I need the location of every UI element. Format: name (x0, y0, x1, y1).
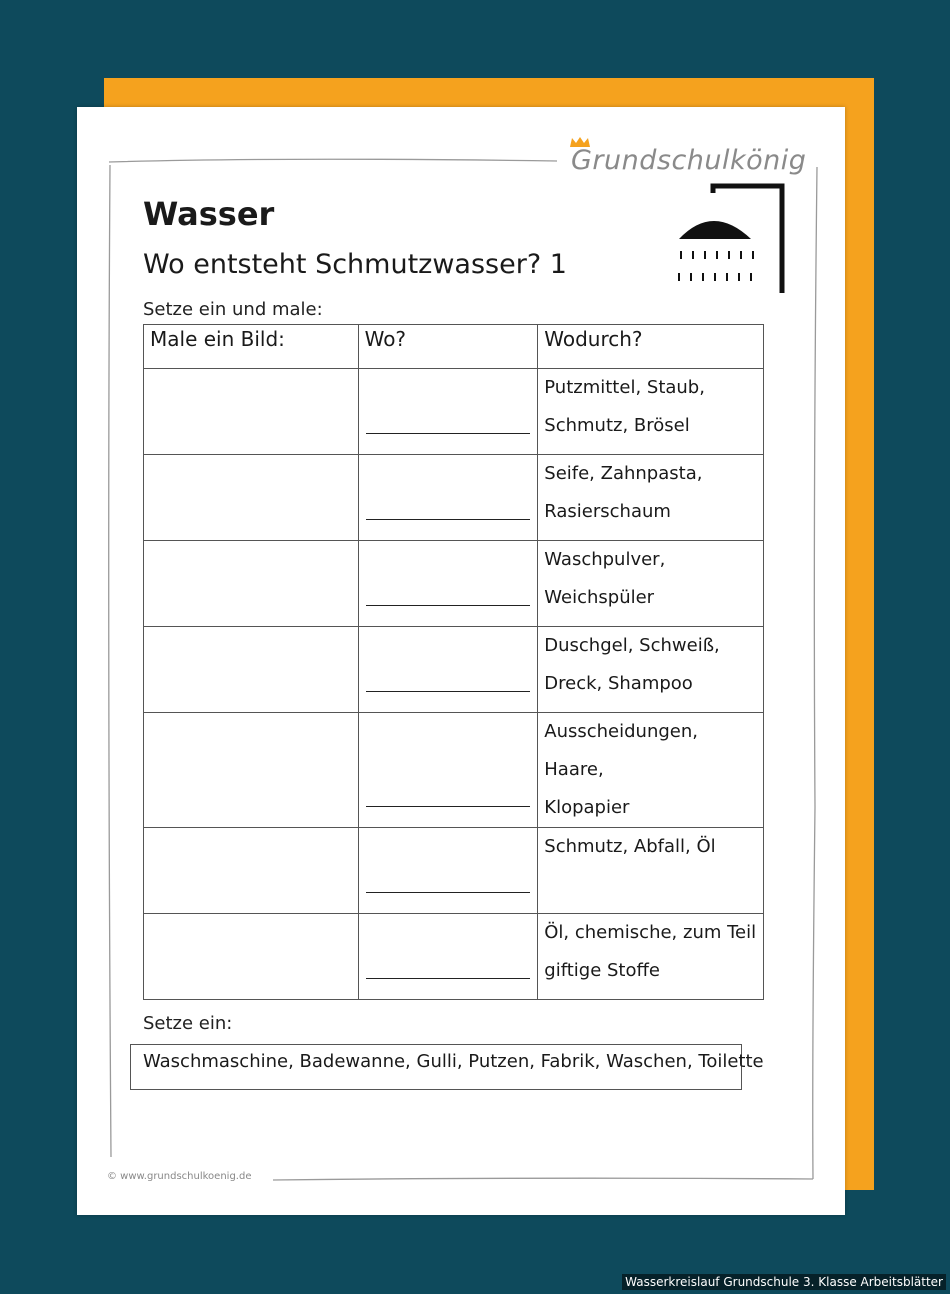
drawing-cell[interactable] (144, 713, 359, 828)
drawing-cell[interactable] (144, 369, 359, 455)
worksheet-title: Wasser (143, 195, 275, 233)
cause-text: Putzmittel, Staub, Schmutz, Brösel (544, 377, 705, 436)
cause-text: Waschpulver, Weichspüler (544, 549, 666, 608)
cause-text: Öl, chemische, zum Teil giftige Stoffe (544, 922, 757, 981)
drawing-cell[interactable] (144, 541, 359, 627)
cause-text: Seife, Zahnpasta, Rasierschaum (544, 463, 703, 522)
copyright-text: © www.grundschulkoenig.de (107, 1171, 252, 1182)
cause-text: Schmutz, Abfall, Öl (544, 836, 716, 857)
answer-cell[interactable] (358, 541, 538, 627)
table-row (144, 627, 764, 713)
instruction-text: Setze ein und male: (143, 299, 323, 320)
cause-cell (538, 541, 764, 627)
drawing-cell[interactable] (144, 914, 359, 1000)
header-cause: Wodurch? (538, 325, 764, 369)
answer-line (366, 691, 531, 692)
table-row (144, 713, 764, 828)
answer-line (366, 605, 531, 606)
header-where: Wo? (358, 325, 538, 369)
answer-cell[interactable] (358, 627, 538, 713)
table-row (144, 455, 764, 541)
worksheet-page (77, 107, 845, 1215)
answer-line (366, 519, 531, 520)
cause-cell (538, 455, 764, 541)
answer-line (366, 433, 531, 434)
answer-cell[interactable] (358, 713, 538, 828)
cause-cell (538, 369, 764, 455)
worksheet-subtitle: Wo entsteht Schmutzwasser? 1 (143, 249, 567, 280)
table-row (144, 541, 764, 627)
cause-cell (538, 828, 764, 914)
answer-line (366, 978, 531, 979)
cause-cell (538, 914, 764, 1000)
answer-cell[interactable] (358, 455, 538, 541)
answer-cell[interactable] (358, 369, 538, 455)
drawing-cell[interactable] (144, 455, 359, 541)
table-header-row (144, 325, 764, 369)
drawing-cell[interactable] (144, 627, 359, 713)
table-row (144, 828, 764, 914)
drawing-cell[interactable] (144, 828, 359, 914)
word-bank: Waschmaschine, Badewanne, Gulli, Putzen, Fabrik, Waschen, Toilette (130, 1044, 742, 1090)
cause-text: Duschgel, Schweiß, Dreck, Shampoo (544, 635, 720, 694)
answer-cell[interactable] (358, 828, 538, 914)
brand-logo: Grundschulkönig (571, 145, 807, 176)
answer-line (366, 892, 531, 893)
table-row (144, 369, 764, 455)
cause-cell (538, 713, 764, 828)
table-row (144, 914, 764, 1000)
image-caption: Wasserkreislauf Grundschule 3. Klasse Arbeitsblätter (622, 1274, 946, 1290)
shower-icon (675, 181, 787, 297)
cause-text: Ausscheidungen, Haare, Klopapier (544, 721, 698, 818)
answer-line (366, 806, 531, 807)
answer-cell[interactable] (358, 914, 538, 1000)
worksheet-table (143, 324, 764, 1000)
cause-cell (538, 627, 764, 713)
fill-in-label: Setze ein: (143, 1013, 233, 1034)
header-draw: Male ein Bild: (144, 325, 359, 369)
